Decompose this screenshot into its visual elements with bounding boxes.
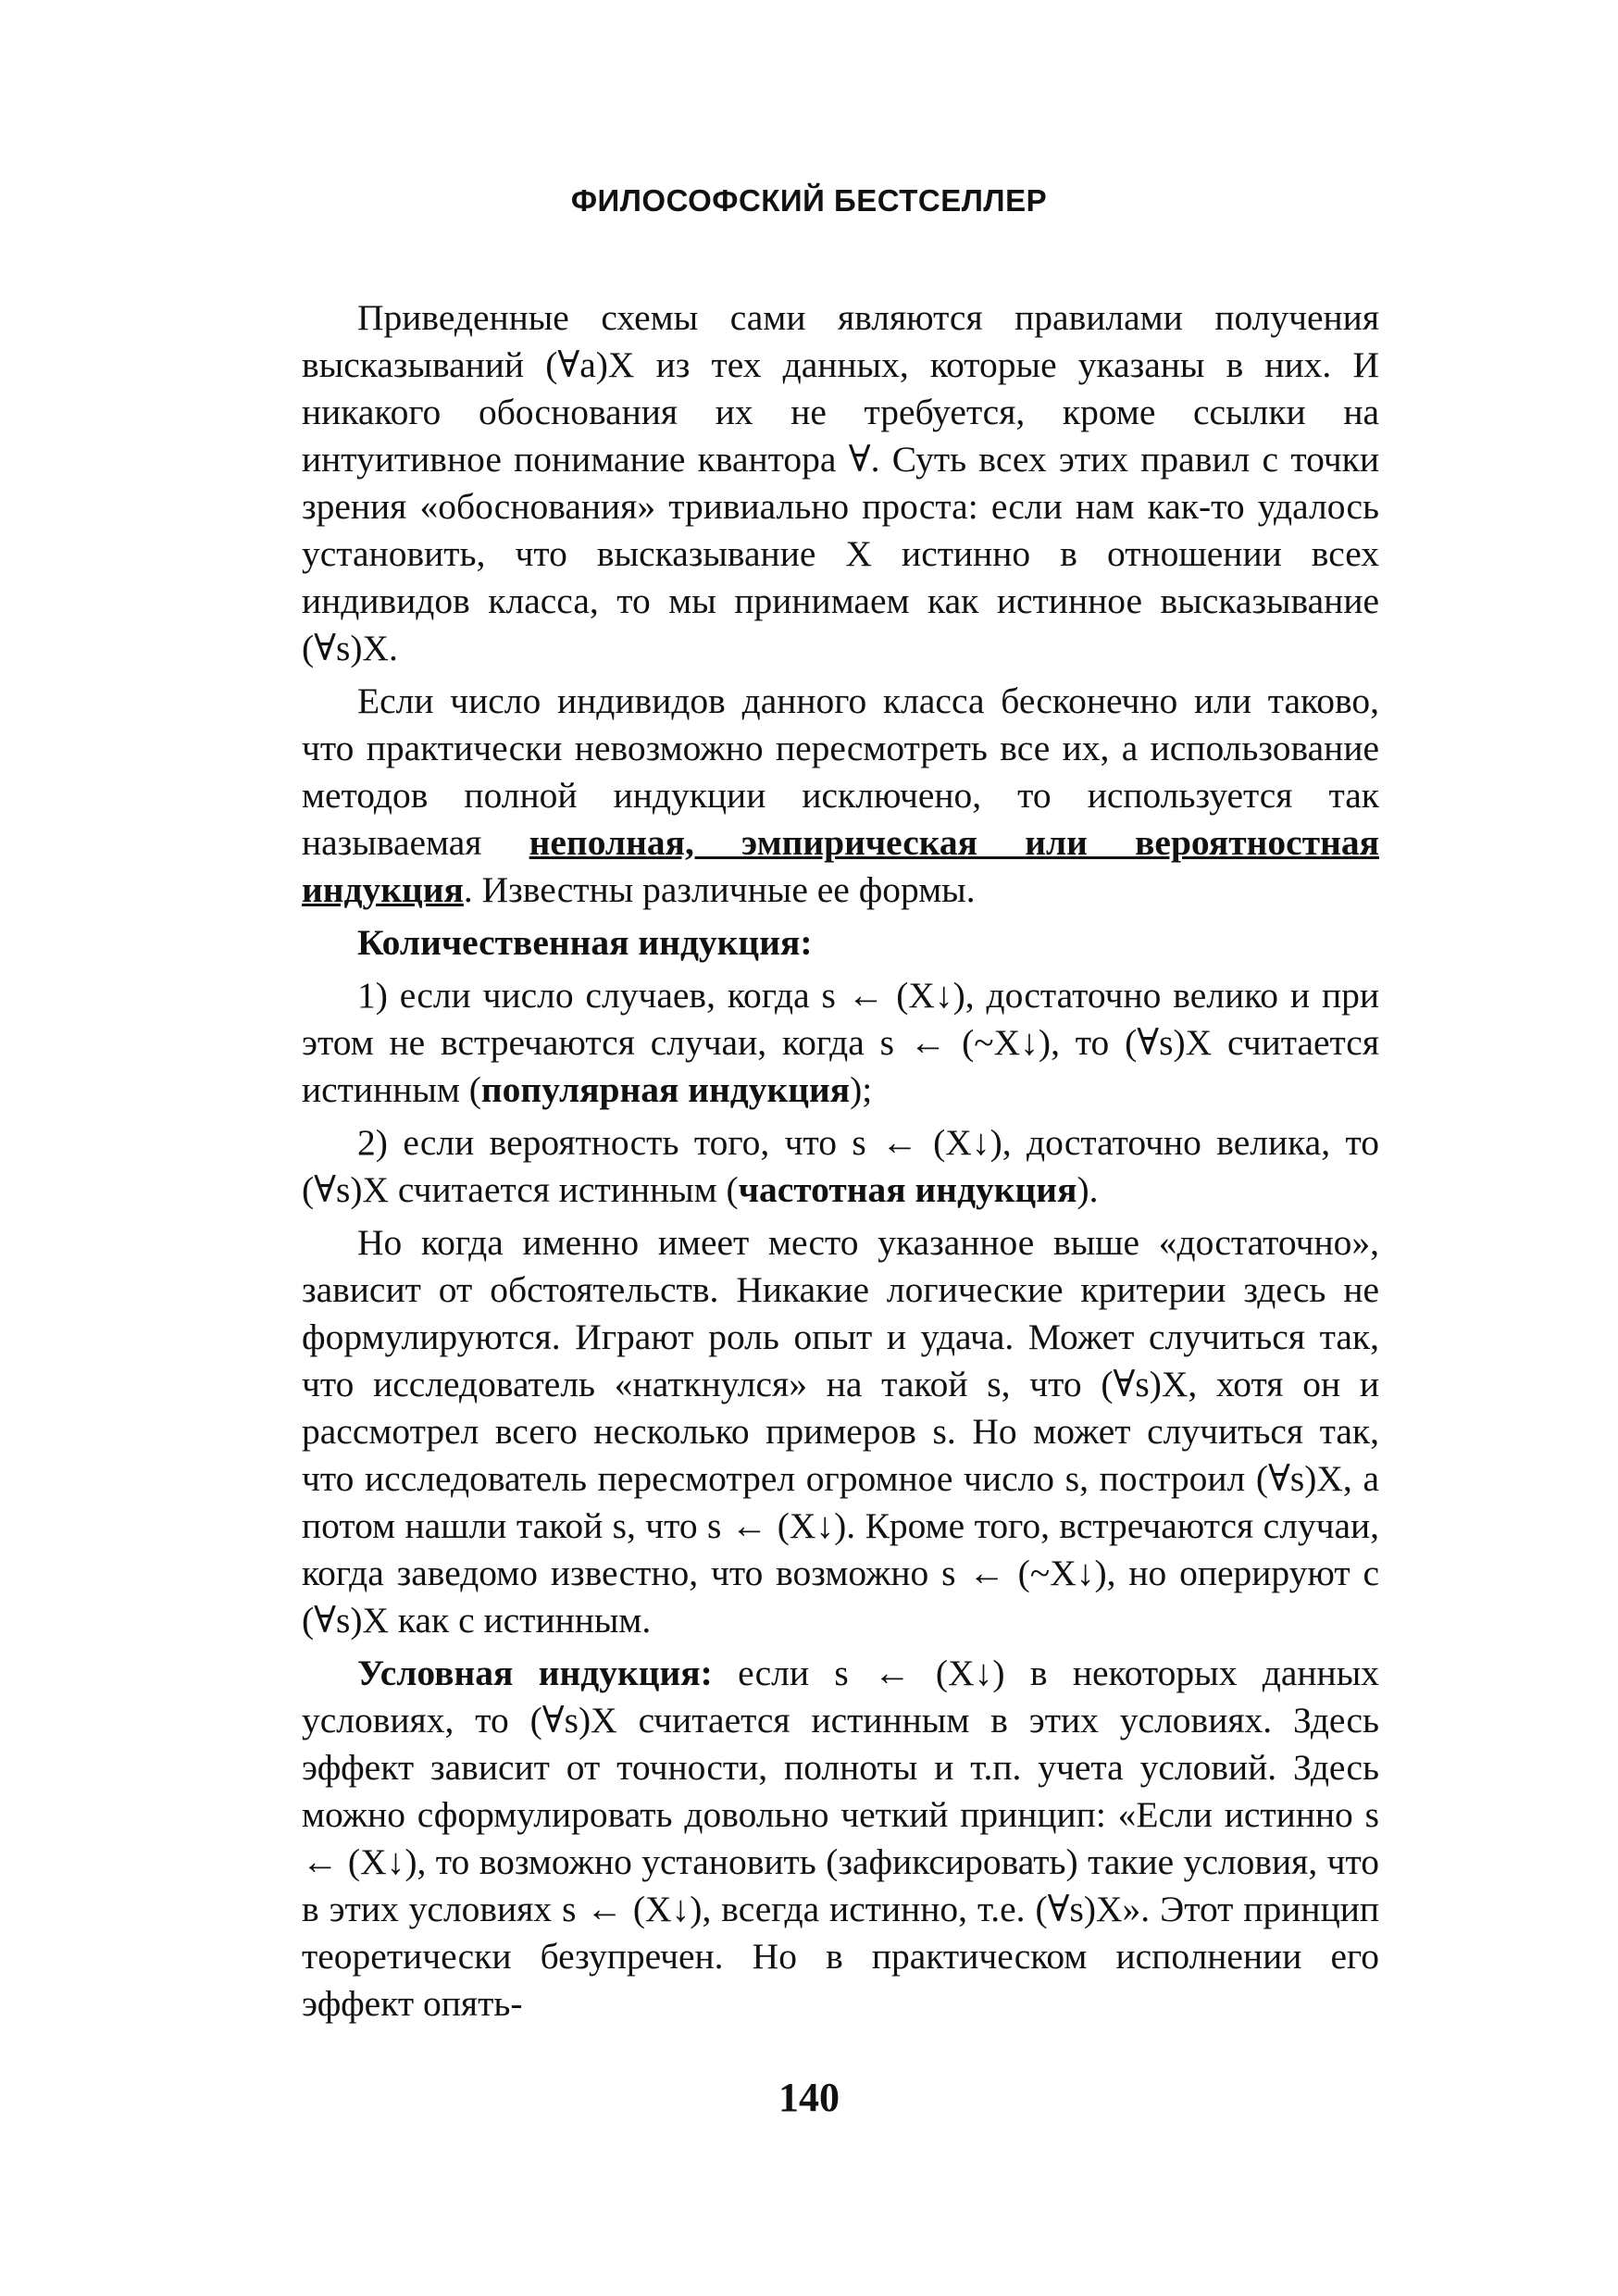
term-frequency-induction: частотная индукция xyxy=(738,1169,1077,1210)
list-item-frequency-induction xyxy=(302,1119,1379,1214)
paragraph-conditional-induction xyxy=(302,1650,1379,2028)
list-item-popular-induction xyxy=(302,972,1379,1114)
list-item-popular-text: 1) если число случаев, когда s ← (X↓), достаточно велико и при этом не встречаются случаи, когда s ← (~X↓), то (∀s)X считается истинным ( xyxy=(302,975,1379,1110)
list-item-frequency-text: 2) если вероятность того, что s ← (X↓), достаточно велика, то (∀s)X считается истинным ( xyxy=(302,1122,1379,1210)
paragraph-conditional-induction-text: если s ← (X↓) в некоторых данных условиях, то (∀s)X считается истинным в этих условиях. Здесь эффект зависит от точности, полноты и т.п. учета условий. Здесь можно сформулировать довольно четкий принцип: «Если истинно s ← (X↓), то возможно установить (зафиксировать) такие условия, что в этих условиях s ← (X↓), всегда истинно, т.е. (∀s)X». Этот принцип теоретически безупречен. Но в практическом исполнении его эффект опять- xyxy=(302,1653,1379,2024)
page-number: 140 xyxy=(778,2075,840,2120)
paragraph-incomplete-induction-text: Если число индивидов данного класса бесконечно или таково, что практически невозможно пересмотреть все их, а использование методов полной индукции исключено, то используется так называемая xyxy=(302,680,1379,863)
list-item-popular-tail: ); xyxy=(850,1069,873,1110)
term-popular-induction: популярная индукция xyxy=(480,1069,851,1110)
paragraph-schemes: Приведенные схемы сами являются правилами получения высказываний (∀a)X из тех данных, которые указаны в них. И никакого обоснования их не требуется, кроме ссылки на интуитивное понимание квантора ∀. Суть всех этих правил с точки зрения «обоснования» тривиально проста: если нам как-то удалось установить, что высказывание X истинно в отношении всех индивидов класса, то мы принимаем как истинное высказывание (∀s)X. xyxy=(302,297,1379,668)
running-title: ФИЛОСОФСКИЙ БЕСТСЕЛЛЕР xyxy=(570,183,1048,218)
paragraph-sufficiency: Но когда именно имеет место указанное выше «достаточно», зависит от обстоятельств. Никакие логические критерии здесь не формулируются. Играют роль опыт и удача. Может случиться так, что исследователь «наткнулся» на такой s, что (∀s)X, хотя он и рассмотрел всего несколько примеров s. Но может случиться так, что исследователь пересмотрел огромное число s, построил (∀s)X, а потом нашли такой s, что s ← (X↓). Кроме того, встречаются случаи, когда заведомо известно, что возможно s ← (~X↓), но оперируют с (∀s)X как с истинным. xyxy=(302,1222,1379,1641)
paragraph-incomplete-induction-tail: . Известны различные ее формы. xyxy=(463,869,976,910)
term-incomplete-induction: неполная, эмпирическая или вероятностная индукция xyxy=(302,822,1379,910)
heading-conditional-induction: Условная индукция: xyxy=(357,1653,713,1693)
paragraph-incomplete-induction xyxy=(302,678,1379,914)
heading-quantitative-induction: Количественная индукция: xyxy=(357,922,813,963)
main-text xyxy=(302,294,1379,2033)
list-item-frequency-tail: ). xyxy=(1077,1169,1099,1210)
